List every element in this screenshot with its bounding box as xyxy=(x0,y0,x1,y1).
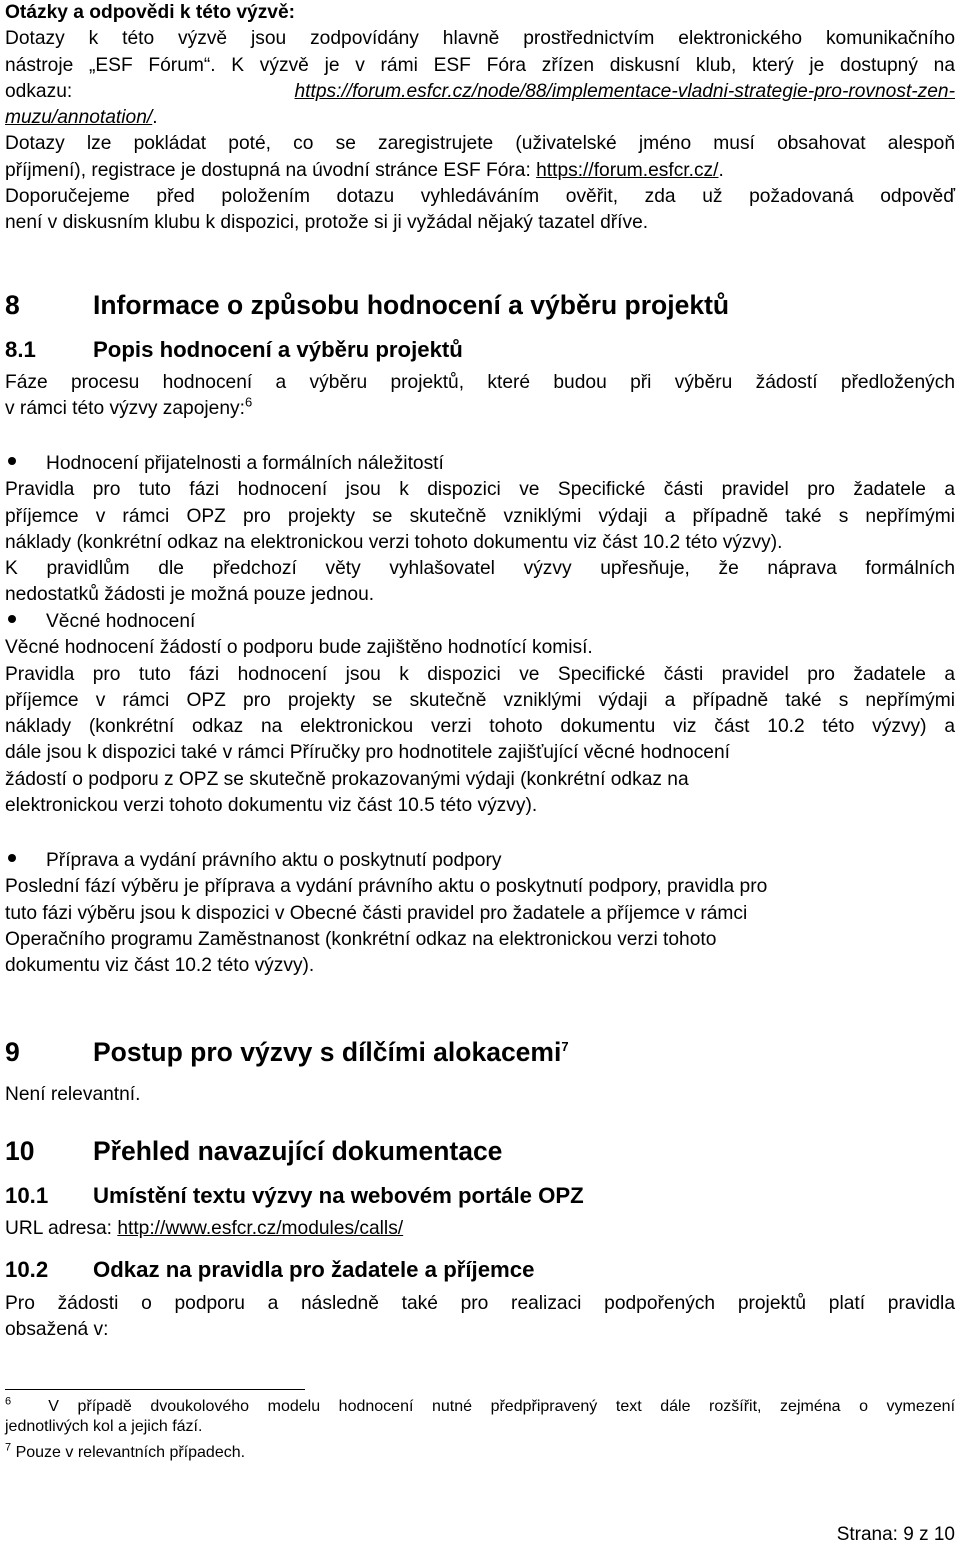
section-8-1-heading xyxy=(5,336,955,364)
bullet-item xyxy=(5,848,955,874)
section-9-heading xyxy=(5,1036,955,1068)
bullet-item xyxy=(5,451,955,477)
footnote-6 xyxy=(5,1397,955,1437)
paragraph-line: nedostatků žádosti je možná pouze jednou. xyxy=(5,584,375,606)
paragraph-line: dokumentu viz část 10.2 této výzvy). xyxy=(5,955,315,977)
section-number: 10 xyxy=(5,1136,35,1166)
subsection-title: Odkaz na pravidla pro žadatele a příjemce xyxy=(93,1257,535,1282)
faq-section xyxy=(5,0,955,237)
faq-line: nástroje „ESF Fórum“. K výzvě je v rámi ESF Fóra zřízen diskusní klub, který je dostupný na xyxy=(5,54,955,76)
url-label: URL adresa: xyxy=(5,1218,118,1239)
bullet-title: Příprava a vydání právního aktu o poskytnutí podpory xyxy=(46,850,502,871)
subsection-number: 8.1 xyxy=(5,337,36,362)
faq-text: . xyxy=(718,159,724,181)
paragraph-line: elektronickou verzi tohoto dokumentu viz část 10.5 této výzvy). xyxy=(5,795,538,817)
footnote-text: Pouze v relevantních případech. xyxy=(15,1444,246,1461)
footnote-ref-6[interactable]: 6 xyxy=(244,394,253,410)
forum-club-link-cont[interactable]: muzu/annotation/ xyxy=(5,107,153,129)
phase-substantive xyxy=(5,609,955,819)
faq-line: není v diskusním klubu k dispozici, protože si ji vyžádal nějaký tazatel dříve. xyxy=(5,212,649,234)
faq-line: Dotazy k této výzvě jsou zodpovídány hlavně prostřednictvím elektronického komunikačního xyxy=(5,28,955,50)
footnote-number: 6 xyxy=(5,1395,12,1408)
bullet-title: Hodnocení přijatelnosti a formálních náležitostí xyxy=(46,453,444,474)
footnote-text: V případě dvoukolového modelu hodnocení nutné předpřipravený text dále rozšířit, zejména o vymezení xyxy=(48,1398,956,1415)
faq-text: odkazu: xyxy=(5,80,295,102)
paragraph-line: Pravidla pro tuto fázi hodnocení jsou k dispozici ve Specifické části pravidel pro žadatele a xyxy=(5,479,955,501)
bullet-item xyxy=(5,609,955,635)
section-8-heading xyxy=(5,289,955,321)
faq-line xyxy=(5,105,955,131)
section-title: Postup pro výzvy s dílčími alokacemi xyxy=(93,1037,562,1067)
section-9-text: Není relevantní. xyxy=(5,1084,141,1105)
document-page xyxy=(5,0,955,1553)
faq-text: . xyxy=(152,107,158,129)
paragraph-line: příjemce v rámci OPZ pro projekty se skutečně vzniklými výdaji a případně také s nepřímými xyxy=(5,689,955,711)
paragraph-text: v rámci této výzvy zapojeny: xyxy=(5,398,245,420)
evaluation-intro xyxy=(5,370,955,423)
section-title: Informace o způsobu hodnocení a výběru projektů xyxy=(93,290,730,320)
footnote-line: jednotlivých kol a jejich fází. xyxy=(5,1418,203,1435)
page-number: Strana: 9 z 10 xyxy=(836,1524,955,1545)
url-line xyxy=(5,1216,955,1242)
footnote-number: 7 xyxy=(5,1441,12,1454)
paragraph-line: obsažená v: xyxy=(5,1319,109,1341)
footnote-line xyxy=(5,1443,955,1463)
paragraph-line: K pravidlům dle předchozí věty vyhlašovatel výzvy upřesňuje, že náprava formálních xyxy=(5,558,955,580)
section-10-2-heading xyxy=(5,1256,955,1284)
section-10-1-heading xyxy=(5,1182,955,1210)
faq-line: Dotazy lze pokládat poté, co se zaregistrujete (uživatelské jméno musí obsahovat alespoň xyxy=(5,133,955,155)
paragraph-line: náklady (konkrétní odkaz na elektronickou verzi tohoto dokumentu viz část 10.2 této výzvy) a xyxy=(5,716,955,738)
faq-text: příjmení), registrace je dostupná na úvodní stránce ESF Fóra: xyxy=(5,159,537,181)
footnote-divider xyxy=(5,1389,305,1390)
paragraph-line: tuto fázi výběru jsou k dispozici v Obecné části pravidel pro žadatele a příjemce v rámci xyxy=(5,902,748,924)
paragraph-line: Fáze procesu hodnocení a výběru projektů, které budou při výběru žádostí předložených xyxy=(5,372,955,393)
paragraph-line: dále jsou k dispozici také v rámci Příručky pro hodnotitele zajišťující věcné hodnocení xyxy=(5,742,730,764)
faq-line xyxy=(5,79,955,105)
forum-club-link[interactable]: https://forum.esfcr.cz/node/88/implementace-vladni-strategie-pro-rovnost-zen- xyxy=(294,80,955,102)
section-10-heading xyxy=(5,1135,955,1167)
section-number: 8 xyxy=(5,290,20,320)
phase-admissibility xyxy=(5,451,955,609)
paragraph-line: Operačního programu Zaměstnanost (konkrétní odkaz na elektronickou verzi tohoto xyxy=(5,928,717,950)
faq-heading: Otázky a odpovědi k této výzvě: xyxy=(5,2,296,23)
paragraph-line: žádostí o podporu z OPZ se skutečně prokazovanými výdaji (konkrétní odkaz na xyxy=(5,768,689,790)
faq-line xyxy=(5,158,955,184)
bullet-title: Věcné hodnocení xyxy=(46,611,196,632)
forum-home-link[interactable]: https://forum.esfcr.cz/ xyxy=(536,159,719,181)
paragraph-line: příjemce v rámci OPZ pro projekty se skutečně vzniklými výdaji a případně také s nepřímými xyxy=(5,505,955,527)
rules-paragraph xyxy=(5,1291,955,1344)
subsection-title: Umístění textu výzvy na webovém portále OPZ xyxy=(93,1183,584,1208)
footnote-line xyxy=(5,1397,955,1417)
paragraph-line: náklady (konkrétní odkaz na elektronickou verzi tohoto dokumentu viz část 10.2 této výzvy). xyxy=(5,531,783,553)
calls-url-link[interactable]: http://www.esfcr.cz/modules/calls/ xyxy=(117,1218,404,1239)
paragraph-line xyxy=(5,396,955,422)
paragraph-line: Poslední fází výběru je příprava a vydání právního aktu o poskytnutí podpory, pravidla pro xyxy=(5,876,768,898)
footnote-7 xyxy=(5,1443,955,1463)
subsection-title: Popis hodnocení a výběru projektů xyxy=(93,337,463,362)
paragraph-line: Věcné hodnocení žádostí o podporu bude zajištěno hodnotící komisí. xyxy=(5,637,593,659)
subsection-number: 10.1 xyxy=(5,1183,49,1208)
phase-legal-act xyxy=(5,848,955,979)
paragraph-line: Pro žádosti o podporu a následně také pro realizaci podpořených projektů platí pravidla xyxy=(5,1293,955,1314)
section-title: Přehled navazující dokumentace xyxy=(93,1136,503,1166)
subsection-number: 10.2 xyxy=(5,1257,49,1282)
footnote-ref-7[interactable]: 7 xyxy=(561,1039,569,1055)
section-number: 9 xyxy=(5,1037,20,1067)
paragraph-line: Pravidla pro tuto fázi hodnocení jsou k dispozici ve Specifické části pravidel pro žadatele a xyxy=(5,663,955,685)
faq-line: Doporučejeme před položením dotazu vyhledáváním ověřit, zda už požadovaná odpověď xyxy=(5,186,955,208)
